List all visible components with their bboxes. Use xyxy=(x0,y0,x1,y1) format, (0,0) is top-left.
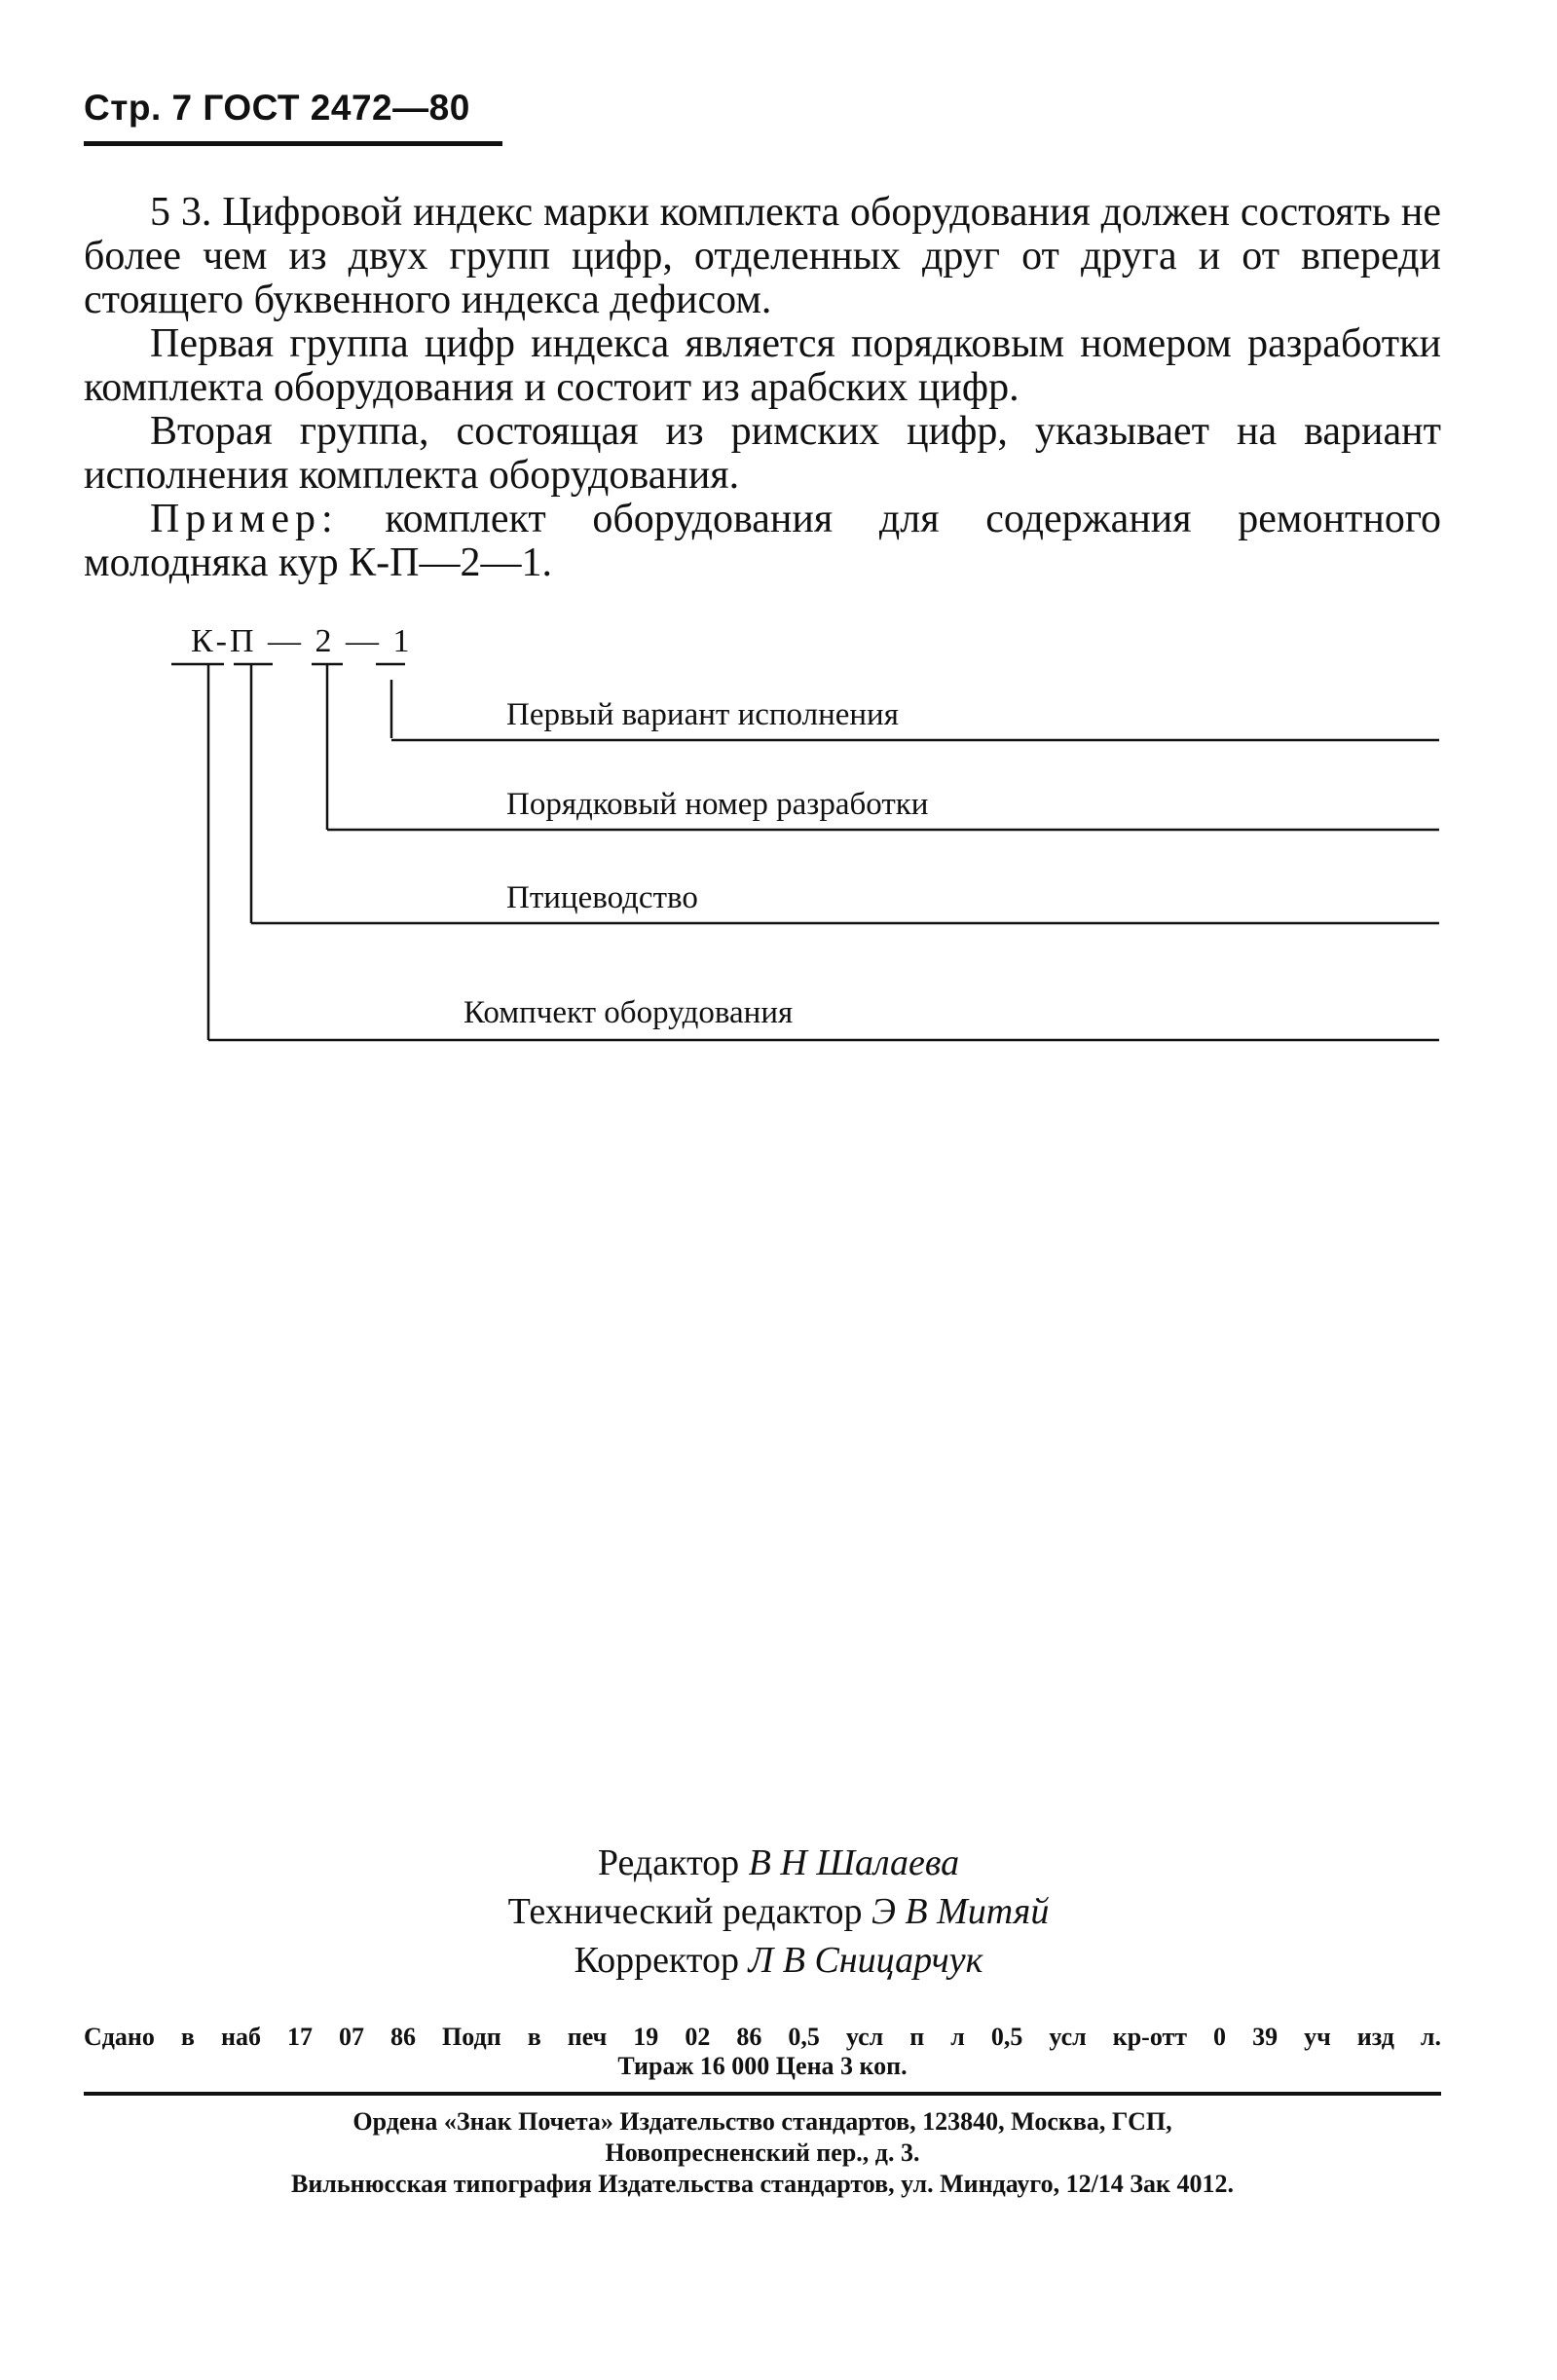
corrector-name: Л В Сницарчук xyxy=(748,1940,983,1981)
paragraph-5-3: 5 3. Цифровой индекс марки комплекта оборудования должен состоять не более чем из двух групп цифр, отделенных друг от друга и от впереди стоящего буквенного индекса дефисом. xyxy=(84,190,1441,322)
paragraph-example xyxy=(84,498,1441,585)
example-lead: Пример: xyxy=(150,497,339,541)
credit-tech-editor: Технический редактор Э В Митяй xyxy=(507,1891,1050,1932)
tech-editor-name: Э В Митяй xyxy=(871,1891,1050,1932)
imprint-print-details: Сдано в наб 17 07 86 Подп в печ 19 02 86 0,5 усл п л 0,5 усл кр-отт 0 39 уч изд л. xyxy=(84,2023,1441,2051)
printer-line: Вильнюсская типография Издательства стандартов, ул. Миндауго, 12/14 Зак 4012. xyxy=(290,2170,1235,2198)
imprint-publisher xyxy=(84,2106,1441,2200)
publisher-address: Новопресненский пер., д. 3. xyxy=(605,2138,920,2167)
label-variant: Первый вариант исполнения xyxy=(506,697,899,732)
example-text: комплект оборудования для содержания ремонтного молодняка кур К-П—2—1. xyxy=(84,497,1441,585)
page-header: Стр. 7 ГОСТ 2472—80 xyxy=(84,88,470,128)
label-number: Порядковый номер разработки xyxy=(506,787,929,822)
imprint-rule xyxy=(84,2092,1441,2096)
credit-editor: Редактор В Н Шалаева xyxy=(597,1842,960,1883)
scheme-code: К-П — 2 — 1 xyxy=(191,623,413,659)
body-text xyxy=(84,191,1441,585)
credit-corrector: Корректор Л В Сницарчук xyxy=(574,1940,983,1981)
label-poultry: Птицеводство xyxy=(506,880,698,915)
header-rule xyxy=(84,141,502,146)
editor-name: В Н Шалаева xyxy=(748,1842,960,1883)
imprint-circulation: Тираж 16 000 Цена 3 коп. xyxy=(617,2052,908,2080)
paragraph-second-group: Вторая группа, состоящая из римских цифр, указывает на вариант исполнения комплекта оборудования. xyxy=(84,409,1441,498)
paragraph-first-group: Первая группа цифр индекса является порядковым номером разработки комплекта оборудования и состоит из арабских цифр. xyxy=(84,321,1441,410)
label-equipment: Компчект оборудования xyxy=(463,995,794,1030)
publisher-line: Ордена «Знак Почета» Издательство стандартов, 123840, Москва, ГСП, xyxy=(352,2107,1172,2136)
credits-block xyxy=(0,1839,1557,1985)
